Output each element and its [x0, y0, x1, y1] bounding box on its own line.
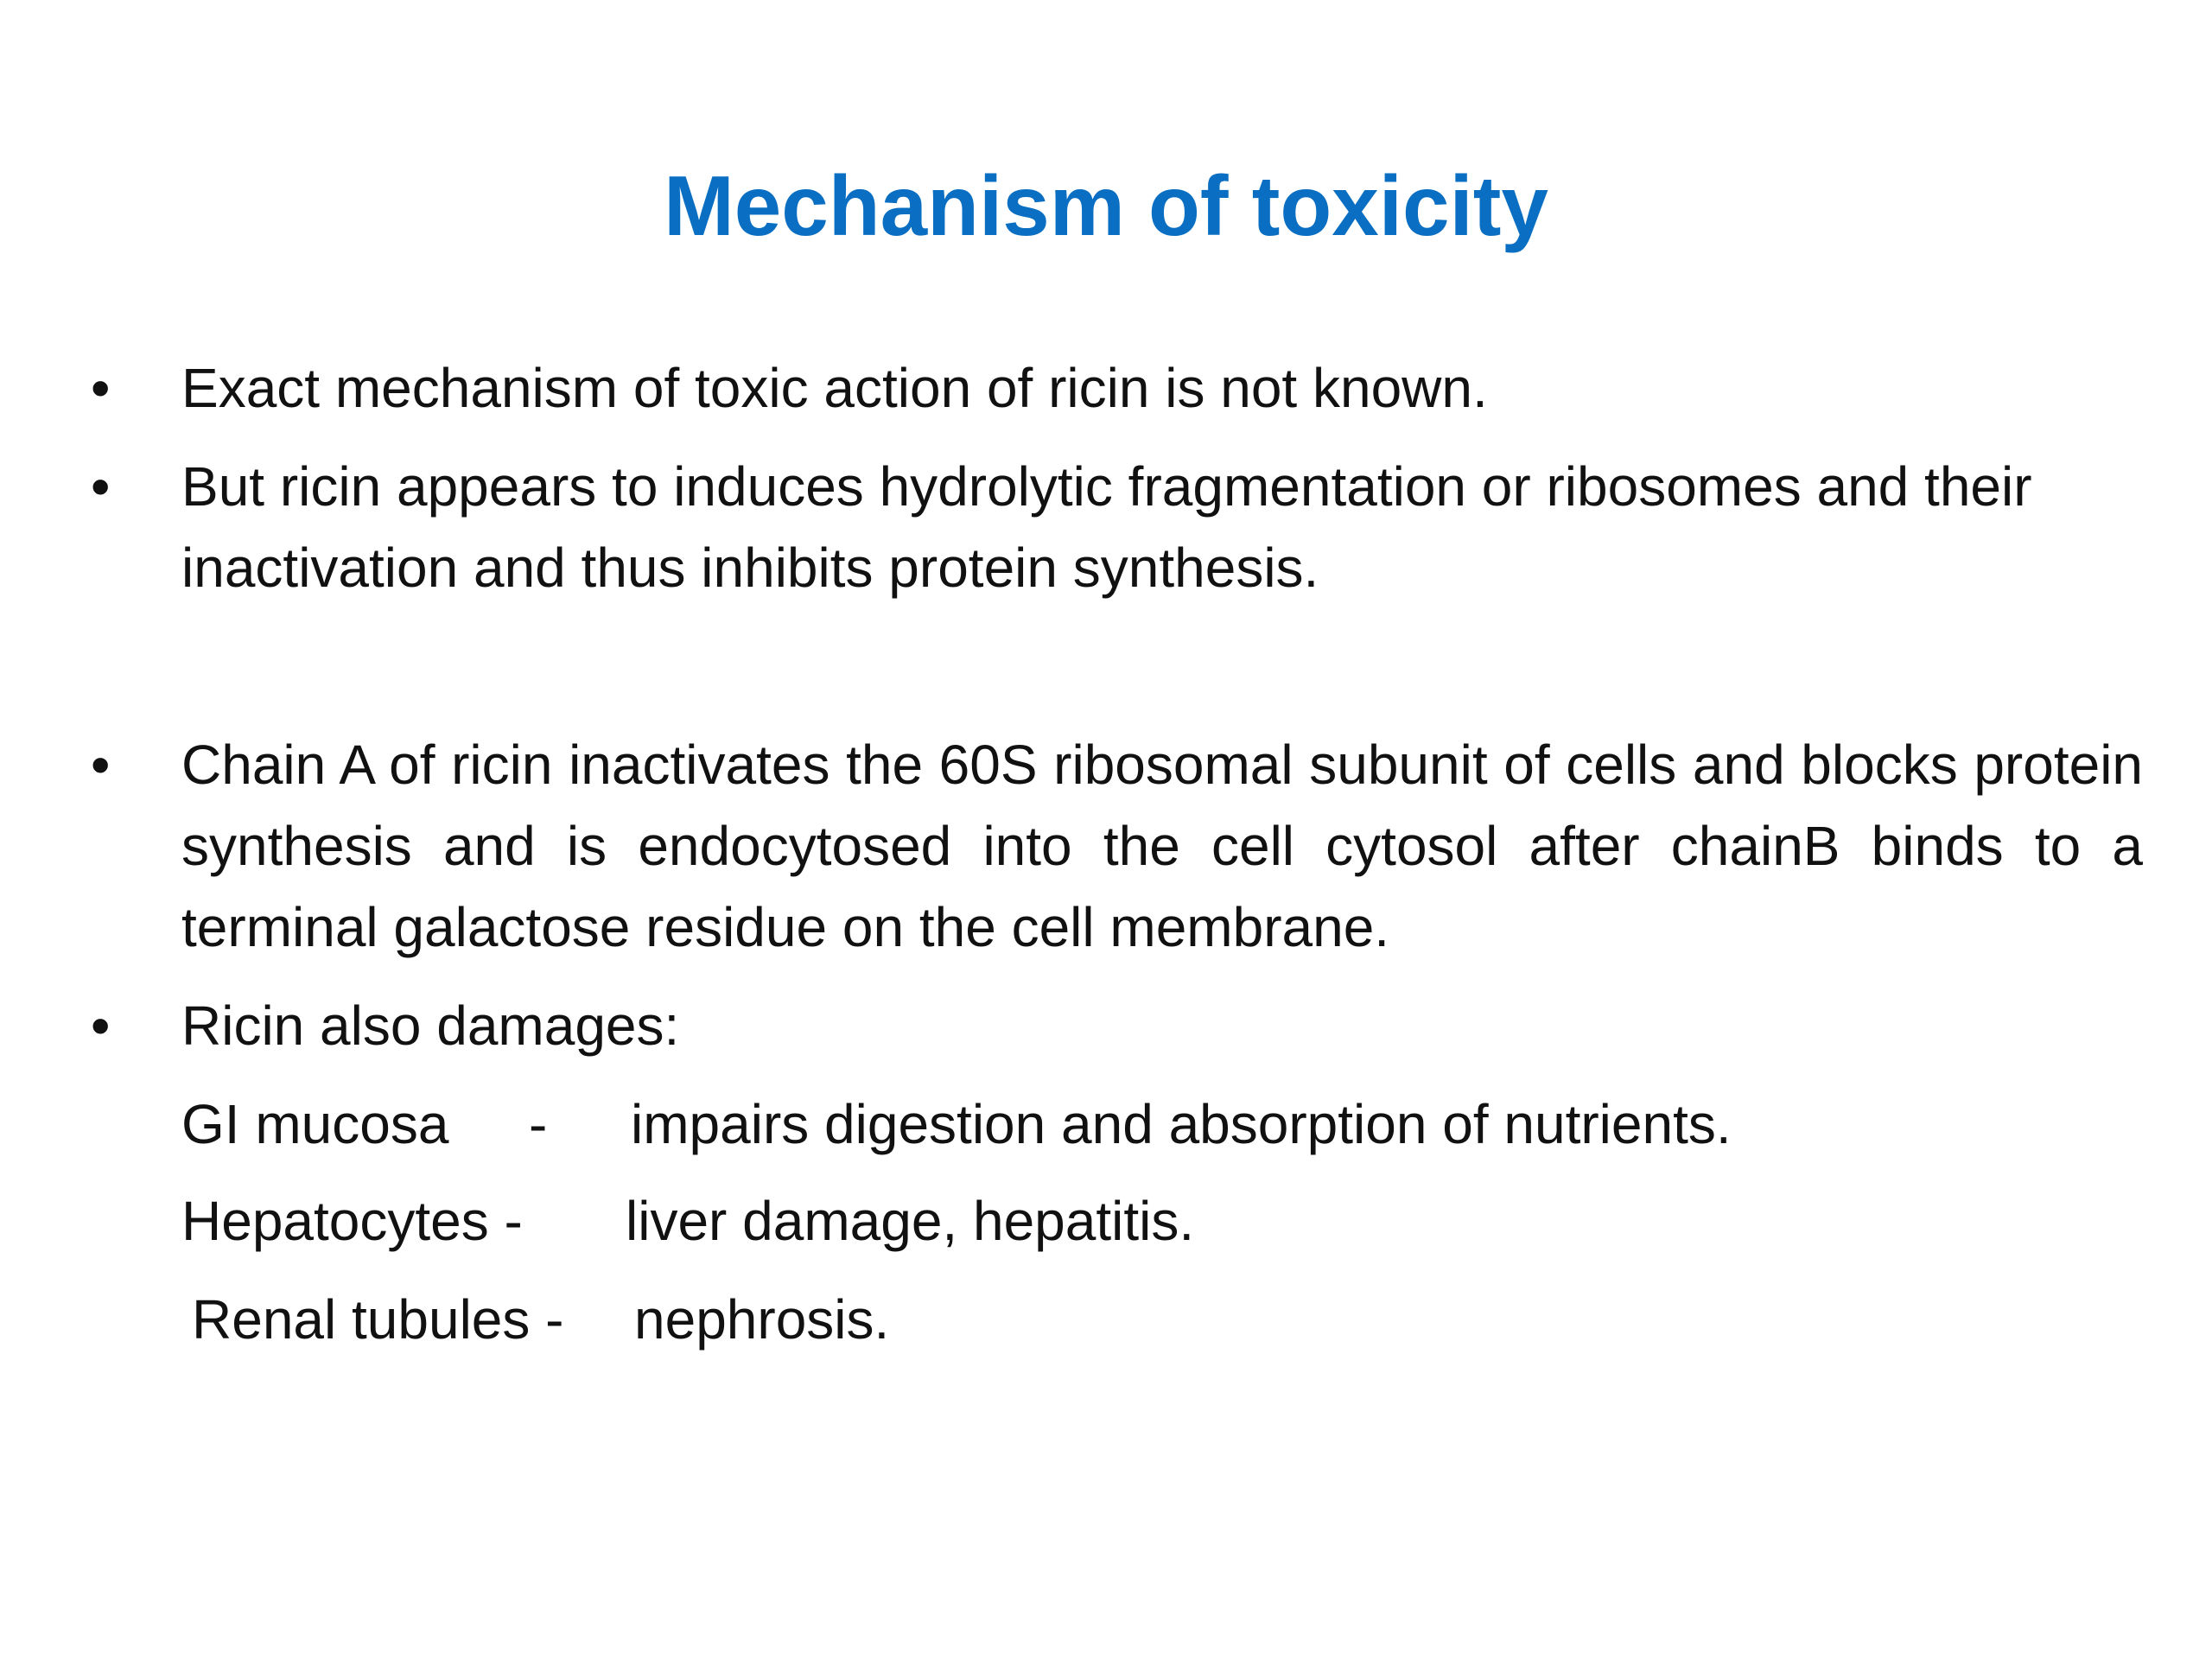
damage-effect-gi-mucosa: impairs digestion and absorption of nutrients. [631, 1093, 1732, 1155]
bullet-marker: • [91, 455, 111, 518]
damage-dash: - [529, 1093, 548, 1155]
bullet-marker: • [91, 995, 111, 1057]
slide-title: Mechanism of toxicity [664, 158, 1548, 253]
bullet-text-3: Chain A of ricin inactivates the 60S ribosomal subunit of cells and blocks protein synthesis and is endocytosed into the cell cytosol after chainB binds to a terminal galactose residue on the cell membrane. [181, 734, 2143, 958]
damage-effect-renal-tubules: nephrosis. [634, 1288, 890, 1351]
bullet-marker: • [91, 357, 111, 419]
bullet-marker: • [91, 734, 111, 796]
bullet-text-2: But ricin appears to induces hydrolytic fragmentation or ribosomes and their inactivation and thus inhibits protein synthesis. [181, 455, 2032, 599]
damage-effect-hepatocytes: liver damage, hepatitis. [626, 1190, 1195, 1252]
damage-organ-gi-mucosa: GI mucosa [181, 1093, 449, 1155]
bullet-text-1: Exact mechanism of toxic action of ricin is not known. [181, 357, 1488, 419]
bullet-text-4: Ricin also damages: [181, 995, 680, 1057]
damage-organ-hepatocytes: Hepatocytes - [181, 1190, 523, 1252]
damage-organ-renal-tubules: Renal tubules - [192, 1288, 564, 1351]
